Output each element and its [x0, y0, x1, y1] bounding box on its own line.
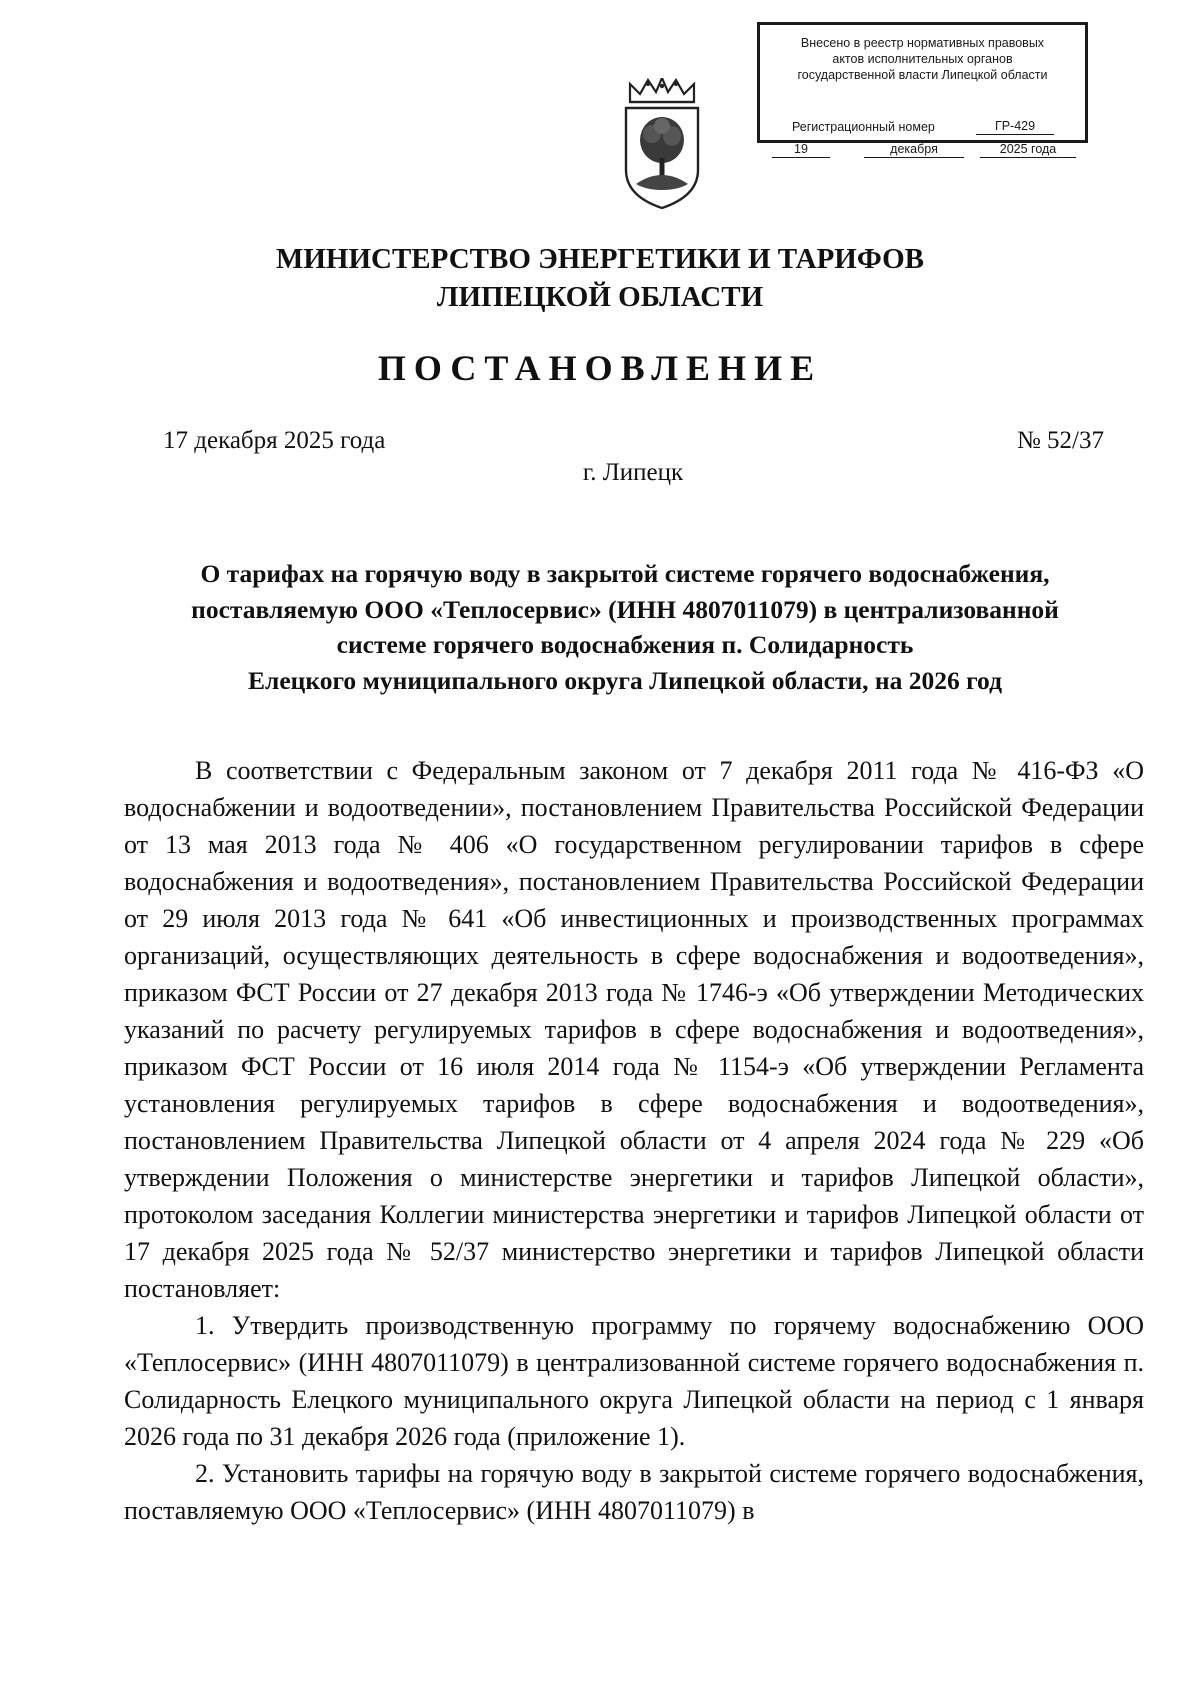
document-date: 17 декабря 2025 года [163, 427, 386, 454]
document-title [130, 556, 1120, 698]
item-1-paragraph: 1. Утвердить производственную программу по горячему водоснабжению ООО «Теплосервис» (ИНН 4807011079) в централизованной системе горячего водоснабжения п. Солидарность Елецкого муниципального округа Липецкой области на период с 1 января 2026 года по 31 декабря 2026 года (приложение 1). [124, 1311, 1144, 1451]
ministry-name [0, 240, 1200, 316]
stamp-reg-number: ГР-429 [976, 119, 1054, 135]
stamp-line-1: Внесено в реестр нормативных правовых [800, 36, 1045, 50]
document-city: г. Липецк [582, 459, 684, 486]
title-line-3: системе горячего водоснабжения п. Солидарность [336, 630, 914, 659]
document-number: № 52/37 [1016, 427, 1104, 454]
stamp-line-2: актов исполнительных органов [832, 52, 1013, 66]
lipetsk-coat-of-arms-icon [622, 78, 702, 210]
ministry-line-1: МИНИСТЕРСТВО ЭНЕРГЕТИКИ И ТАРИФОВ [275, 243, 925, 275]
item-2-paragraph: 2. Установить тарифы на горячую воду в закрытой системе горячего водоснабжения, поставляемую ООО «Теплосервис» (ИНН 4807011079) в [124, 1459, 1144, 1525]
stamp-year: 2025 года [980, 142, 1076, 158]
title-line-2: поставляемую ООО «Теплосервис» (ИНН 4807011079) в централизованной [191, 594, 1059, 624]
title-line-1: О тарифах на горячую воду в закрытой системе горячего водоснабжения, [200, 559, 1050, 588]
registry-stamp [757, 22, 1088, 156]
stamp-line-3: государственной власти Липецкой области [797, 68, 1048, 82]
stamp-day: 19 [772, 142, 830, 158]
stamp-month: декабря [864, 142, 964, 158]
stamp-heading [760, 35, 1085, 83]
ministry-line-2: ЛИПЕЦКОЙ ОБЛАСТИ [436, 281, 764, 313]
preamble-paragraph: В соответствии с Федеральным законом от 7 декабря 2011 года № 416-ФЗ «О водоснабжении и водоотведении», постановлением Правительства Российской Федерации от 13 мая 2013 года № 406 «О государственном регулировании тарифов в сфере водоснабжения и водоотведения», постановлением Правительства Российской Федерации от 29 июля 2013 года № 641 «Об инвестиционных и производственных программах организаций, осуществляющих деятельность в сфере водоснабжения и водоотведения», приказом ФСТ России от 27 декабря 2013 года № 1746-э «Об утверждении Методических указаний по расчету регулируемых тарифов в сфере водоснабжения и водоотведения», приказом ФСТ России от 16 июля 2014 года № 1154-э «Об утверждении Регламента установления регулируемых тарифов в сфере водоснабжения и водоотведения», постановлением Правительства Липецкой области от 4 апреля 2024 года № 229 «Об утверждении Положения о министерстве энергетики и тарифов Липецкой области», протоколом заседания Коллегии министерства энергетики и тарифов Липецкой области от 17 декабря 2025 года № 52/37 министерство энергетики и тарифов Липецкой области постановляет: [124, 756, 1144, 1303]
title-line-4: Елецкого муниципального округа Липецкой области, на 2026 год [248, 665, 1002, 695]
stamp-reg-label: Регистрационный номер [792, 120, 935, 134]
document-type: ПОСТАНОВЛЕНИЕ [377, 348, 823, 388]
document-body [124, 752, 1144, 1529]
